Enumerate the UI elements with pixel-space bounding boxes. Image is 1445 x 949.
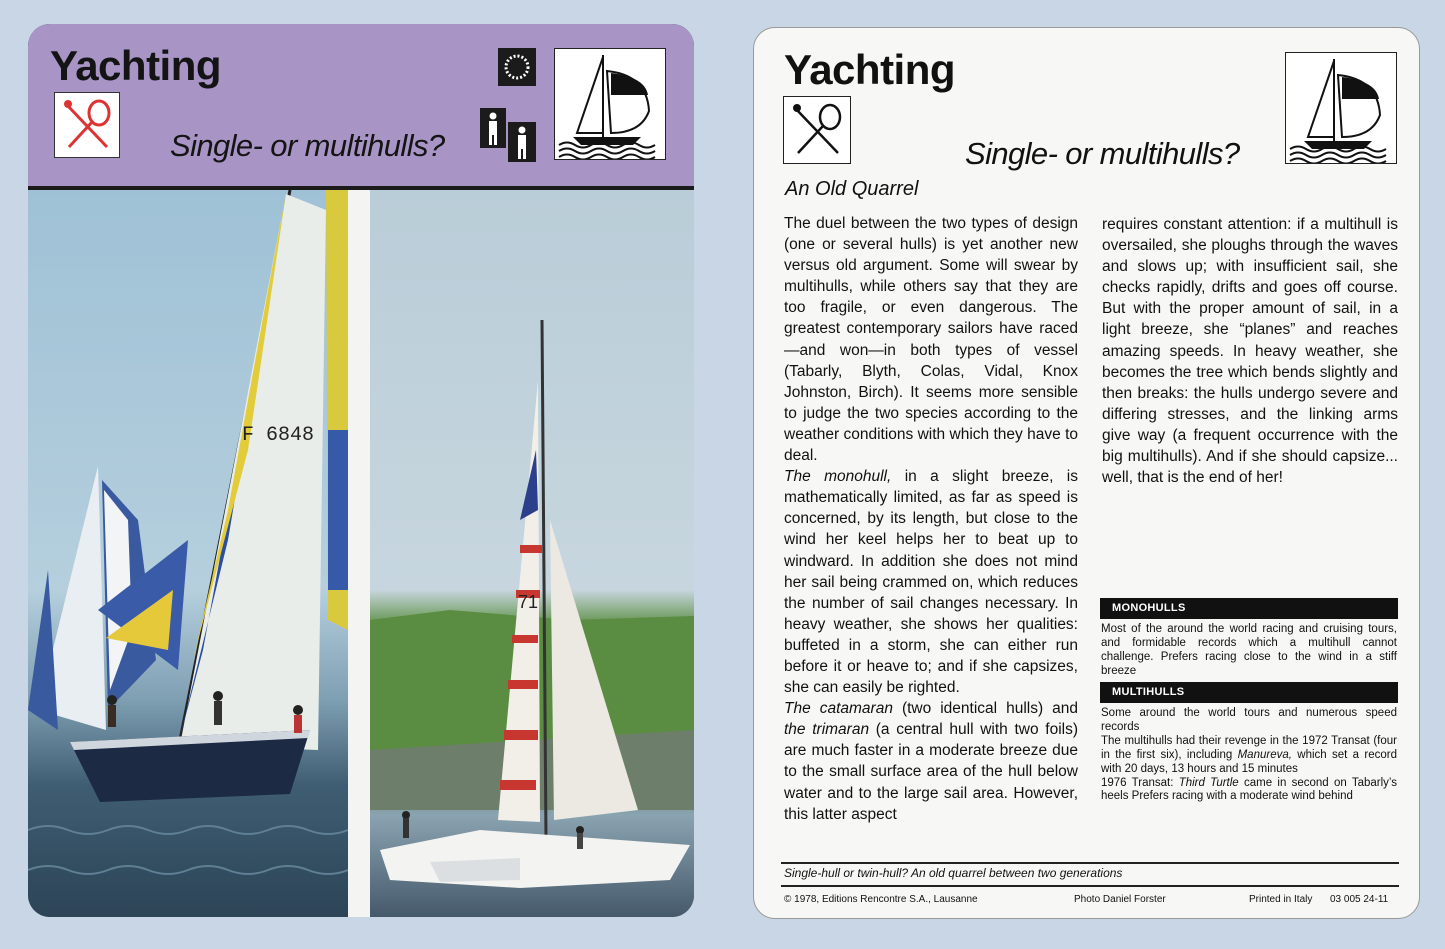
photo-caption: Single-hull or twin-hull? An old quarrel between two generations bbox=[784, 866, 1123, 880]
multihulls-line-3a: 1976 Transat: bbox=[1101, 776, 1179, 789]
section-title: An Old Quarrel bbox=[785, 178, 919, 200]
paragraph-multihull bbox=[784, 698, 1078, 825]
back-subtitle: Single- or multihulls? bbox=[965, 136, 1240, 171]
multihulls-line-3b: came in second on Tabarly’s heels Prefers racing with a moderate wind behind bbox=[1101, 776, 1397, 803]
monohull-photo bbox=[28, 190, 348, 917]
term-trimaran: the trimaran bbox=[784, 721, 870, 739]
article-column-1 bbox=[784, 213, 1078, 825]
boat-name-third-turtle: Third Turtle bbox=[1178, 776, 1239, 789]
sail-number: 71 bbox=[518, 592, 539, 612]
sailboat-icon bbox=[1285, 52, 1397, 164]
front-header bbox=[28, 24, 694, 190]
paragraph-multihull-text-a: (two identical hulls) and bbox=[892, 700, 1079, 718]
sailboat-icon bbox=[554, 48, 666, 160]
monohulls-heading: MONOHULLS bbox=[1100, 598, 1398, 619]
paragraph-multihull-text-b: (a central hull with two foils) are much faster in a moderate breeze due to the small surface area of the hull below water and to the large sail area. However, this latter aspect bbox=[784, 721, 1078, 823]
multihulls-line-2b: which set a record with 20 days, 13 hours and 15 minutes bbox=[1101, 748, 1397, 775]
monohulls-text bbox=[1101, 623, 1397, 679]
people-icon bbox=[478, 108, 538, 162]
multihulls-text bbox=[1101, 707, 1397, 804]
front-card bbox=[28, 24, 694, 917]
caption-rule-top bbox=[781, 862, 1399, 864]
fencing-badminton-icon bbox=[54, 92, 120, 158]
caption-rule-bottom bbox=[781, 885, 1399, 887]
boat-name-manureva: Manureva, bbox=[1237, 748, 1292, 761]
paragraph-monohull-text: in a slight breeze, is mathematically limited, as far as speed is concerned, by its length, but close to the wind her keel helps her to beat up to windward. In addition she does not mind her sail being crammed on, which reduces the number of sail changes necessary. In heavy weather, she shows her qualities: buffeted in a storm, she can either run before it or heave to; and if she capsizes, she can easily be righted. bbox=[784, 468, 1078, 697]
multihulls-heading: MULTIHULLS bbox=[1100, 682, 1398, 703]
back-title: Yachting bbox=[784, 46, 956, 93]
sail-number: F 6848 bbox=[242, 424, 315, 447]
fencing-badminton-icon bbox=[783, 96, 851, 164]
paragraph-continued: requires constant attention: if a multihull is oversailed, she ploughs through the waves and slows up; with insufficient sail, she checks rapidly, drifts and goes off course. But with the proper amount of sail, in a light breeze, she “planes” and reaches amazing speeds. In heavy weather, she becomes the tree which bends slightly and then breaks: the hulls undergo severe and differing stresses, and the linking arms give way (a frequent occurrence with the big multihulls). And if she should capsize... well, that is the end of her! bbox=[1102, 216, 1398, 487]
term-catamaran: The catamaran bbox=[784, 700, 893, 718]
sun-icon bbox=[498, 48, 536, 86]
trimaran-photo bbox=[370, 190, 694, 917]
card-code: 03 005 24-11 bbox=[1330, 894, 1389, 905]
back-card bbox=[753, 27, 1420, 919]
photo-credit: Photo Daniel Forster bbox=[1074, 894, 1166, 905]
monohulls-text-body: Most of the around the world racing and cruising tours, and formidable records which a multihull cannot challenge. Prefers racing close to the wind in a stiff breeze bbox=[1101, 623, 1397, 677]
multihulls-line-3 bbox=[1101, 777, 1397, 805]
paragraph-intro: The duel between the two types of design (one or several hulls) is yet another new versus old argument. Some will swear by multihulls, while others say that they are too fragile, or even dangerous. The greatest contemporary sailors have raced—and won—in both types of vessel (Tabarly, Blyth, Colas, Vidal, Knox Johnston, Birch). It seems more sensible to judge the two species according to the weather conditions with which they have to deal. bbox=[784, 215, 1078, 465]
copyright: © 1978, Editions Rencontre S.A., Lausanne bbox=[784, 894, 978, 905]
paragraph-monohull bbox=[784, 466, 1078, 698]
printed-in: Printed in Italy bbox=[1249, 894, 1313, 905]
article-column-2 bbox=[1102, 214, 1398, 488]
multihulls-line-2 bbox=[1101, 735, 1397, 777]
front-subtitle: Single- or multihulls? bbox=[170, 128, 445, 163]
front-title: Yachting bbox=[50, 42, 222, 89]
term-monohull: The monohull, bbox=[784, 468, 892, 486]
multihulls-line-1: Some around the world tours and numerous speed records bbox=[1101, 707, 1397, 733]
photo-divider bbox=[348, 190, 370, 917]
multihulls-line-2a: The multihulls had their revenge in the 1972 Transat (four in the first six), including bbox=[1101, 734, 1397, 761]
